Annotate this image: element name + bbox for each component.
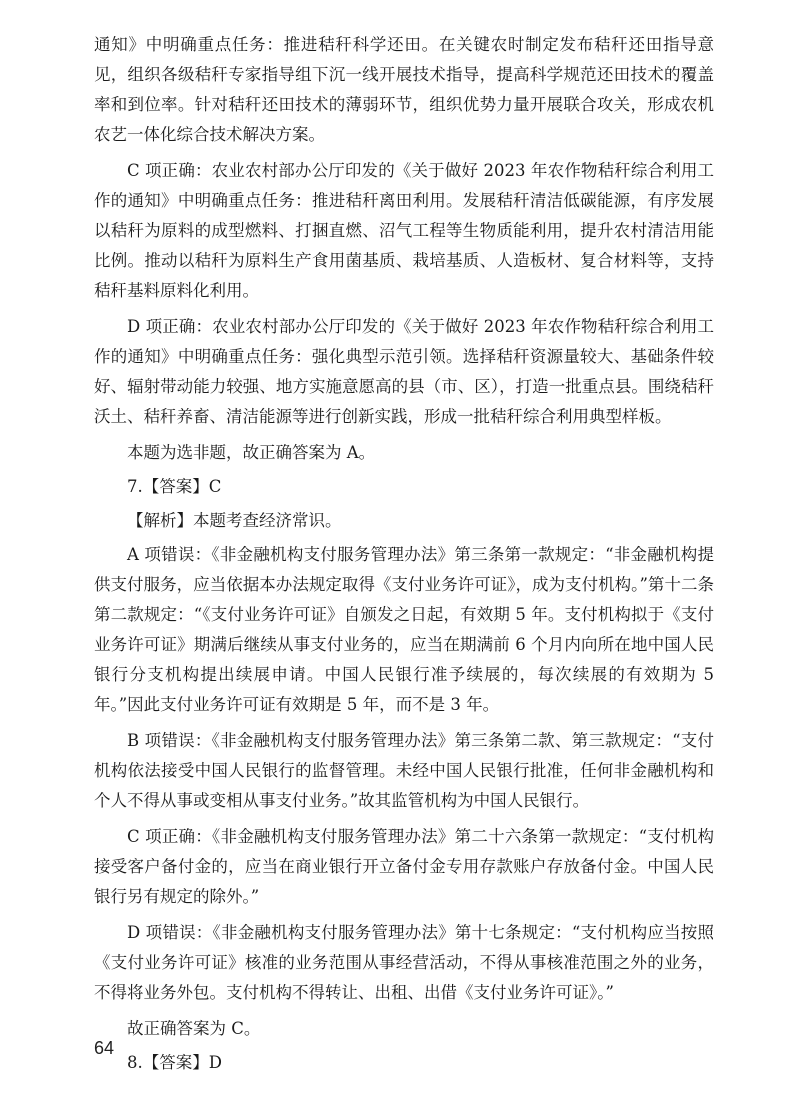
paragraph: 本题为选非题，故正确答案为 A。 (127, 443, 376, 462)
analysis-heading: 【解析】本题考查经济常识。 (127, 511, 342, 530)
paragraph: C 项正确：《非金融机构支付服务管理办法》第二十六条第一款规定：“支付机构接受客户备付金的，应当在商业银行开立备付金专用存款账户存放备付金。中国人民银行另有规定的除外。” (94, 827, 714, 906)
paragraph: B 项错误：《非金融机构支付服务管理办法》第三条第二款、第三款规定：“支付机构依法接受中国人民银行的监督管理。未经中国人民银行批准，任何非金融机构和个人不得从事或变相从事支付业务。”故其监管机构为中国人民银行。 (94, 731, 714, 810)
answer-heading: 8.【答案】D (127, 1053, 222, 1072)
paragraph: D 项错误：《非金融机构支付服务管理办法》第十七条规定：“支付机构应当按照《支付业务许可证》核准的业务范围从事经营活动，不得从事核准范围之外的业务，不得将业务外包。支付机构不得转让、出租、出借《支付业务许可证》。” (94, 923, 714, 1002)
page-number: 64 (94, 1038, 115, 1058)
document-body (94, 30, 714, 1082)
answer-heading: 7.【答案】C (127, 477, 222, 496)
paragraph: 故正确答案为 C。 (127, 1019, 261, 1038)
paragraph: 通知》中明确重点任务：推进秸秆科学还田。在关键农时制定发布秸秆还田指导意见，组织各级秸秆专家指导组下沉一线开展技术指导，提高科学规范还田技术的覆盖率和到位率。针对秸秆还田技术的薄弱环节，组织优势力量开展联合攻关，形成农机农艺一体化综合技术解决方案。 (94, 35, 714, 144)
paragraph: C 项正确：农业农村部办公厅印发的《关于做好 2023 年农作物秸秆综合利用工作的通知》中明确重点任务：推进秸秆离田利用。发展秸秆清洁低碳能源，有序发展以秸秆为原料的成型燃料、打捆直燃、沼气工程等生物质能利用，提升农村清洁用能比例。推动以秸秆为原料生产食用菌基质、栽培基质、人造板材、复合材料等，支持秸秆基料原料化利用。 (94, 161, 714, 300)
paragraph: A 项错误：《非金融机构支付服务管理办法》第三条第一款规定：“非金融机构提供支付服务，应当依据本办法规定取得《支付业务许可证》，成为支付机构。”第十二条第二款规定：“《支付业务许可证》自颁发之日起，有效期 5 年。支付机构拟于《支付业务许可证》期满后继续从事支付业务的，应当在期满前 6 个月内向所在地中国人民银行分支机构提出续展申请。中国人民银行准予续展的，每次续展的有效期为 5 年。”因此支付业务许可证有效期是 5 年，而不是 3 年。 (94, 545, 714, 714)
paragraph: D 项正确：农业农村部办公厅印发的《关于做好 2023 年农作物秸秆综合利用工作的通知》中明确重点任务：强化典型示范引领。选择秸秆资源量较大、基础条件较好、辐射带动能力较强、地方实施意愿高的县（市、区），打造一批重点县。围绕秸秆沃土、秸秆养畜、清洁能源等进行创新实践，形成一批秸秆综合利用典型样板。 (94, 317, 714, 426)
